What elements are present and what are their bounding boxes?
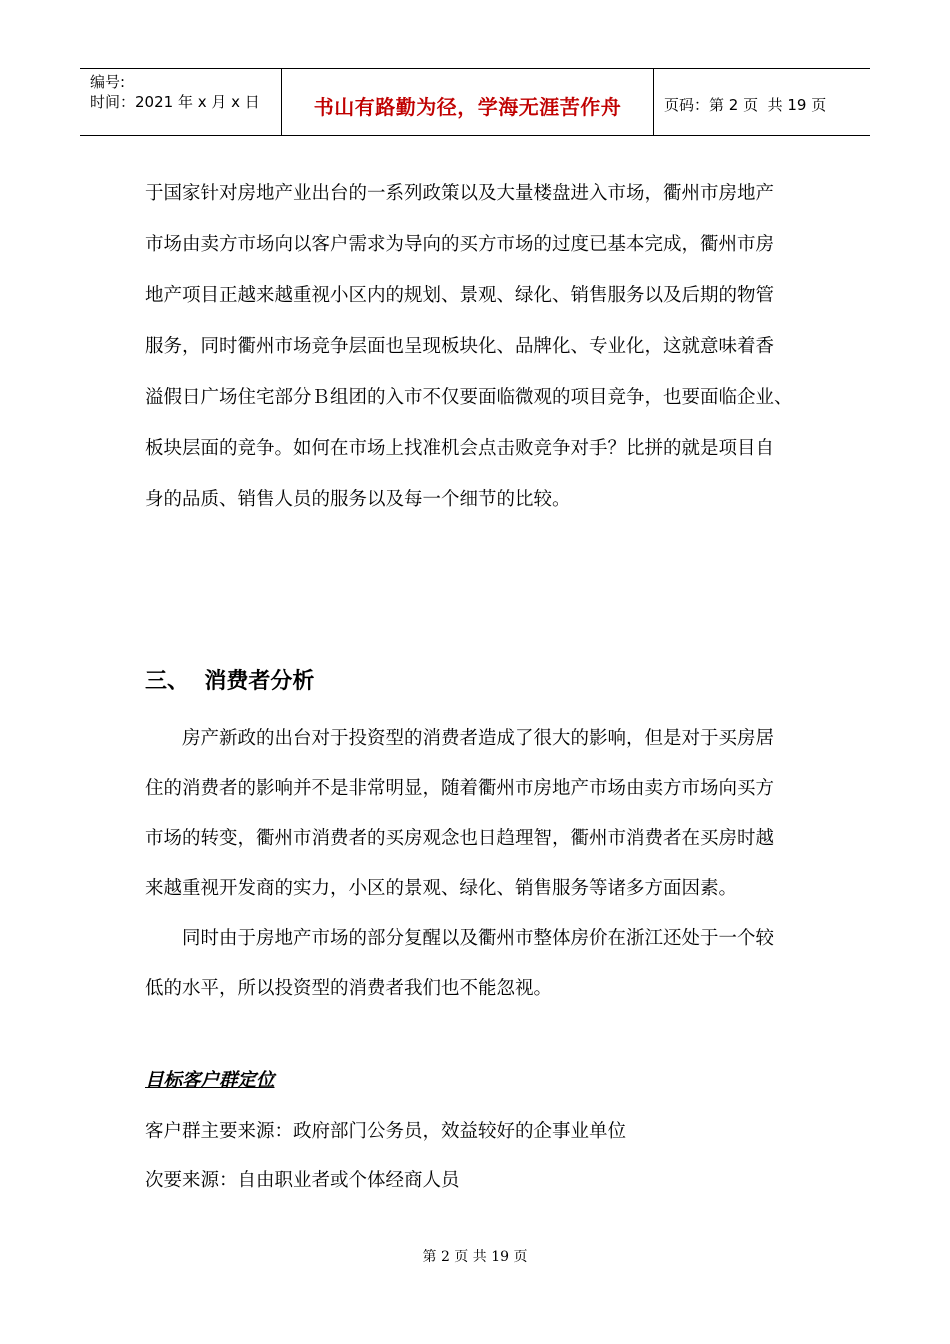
consumer-analysis-paragraph [145, 714, 825, 914]
investor-paragraph [145, 914, 825, 1014]
text-line: 身的品质、销售人员的服务以及每一个细节的比较。 [145, 489, 571, 510]
primary-source-line: 客户群主要来源：政府部门公务员，效益较好的企事业单位 [145, 1121, 627, 1142]
target-customer-heading: 目标客户群定位 [145, 1070, 275, 1091]
text-line: 地产项目正越来越重视小区内的规划、景观、绿化、销售服务以及后期的物管 [145, 285, 775, 306]
header-motto: 书山有路勤为径，学海无涯苦作舟 [282, 69, 654, 135]
intro-paragraph [145, 168, 825, 525]
text-line: 溢假日广场住宅部分Ｂ组团的入市不仅要面临微观的项目竞争，也要面临企业、 [145, 387, 793, 408]
page-footer: 第 2 页 共 19 页 [422, 1249, 528, 1265]
text-line: 服务，同时衢州市场竞争层面也呈现板块化、品牌化、专业化，这就意味着香 [145, 336, 775, 357]
text-line: 房产新政的出台对于投资型的消费者造成了很大的影响，但是对于买房居 [182, 728, 775, 749]
text-line: 住的消费者的影响并不是非常明显，随着衢州市房地产市场由卖方市场向买方 [145, 778, 775, 799]
text-line: 同时由于房地产市场的部分复醒以及衢州市整体房价在浙江还处于一个较 [182, 928, 775, 949]
text-line: 于国家针对房地产业出台的一系列政策以及大量楼盘进入市场，衢州市房地产 [145, 183, 775, 204]
secondary-source-line: 次要来源：自由职业者或个体经商人员 [145, 1170, 460, 1191]
page-header [80, 68, 870, 136]
text-line: 板块层面的竞争。如何在市场上找准机会点击败竞争对手？比拼的就是项目自 [145, 438, 775, 459]
text-line: 市场的转变，衢州市消费者的买房观念也日趋理智，衢州市消费者在买房时越 [145, 828, 775, 849]
header-page-info: 页码：第 2 页 共 19 页 [664, 95, 827, 114]
header-meta [80, 69, 282, 135]
section-heading: 三、 消费者分析 [145, 669, 315, 694]
text-line: 来越重视开发商的实力，小区的景观、绿化、销售服务等诸多方面因素。 [145, 878, 738, 899]
text-line: 市场由卖方市场向以客户需求为导向的买方市场的过度已基本完成，衢州市房 [145, 234, 775, 255]
text-line: 低的水平，所以投资型的消费者我们也不能忽视。 [145, 978, 553, 999]
document-number-label: 编号: [90, 73, 126, 91]
document-date: 时间：2021 年 x 月 x 日 [90, 93, 260, 111]
